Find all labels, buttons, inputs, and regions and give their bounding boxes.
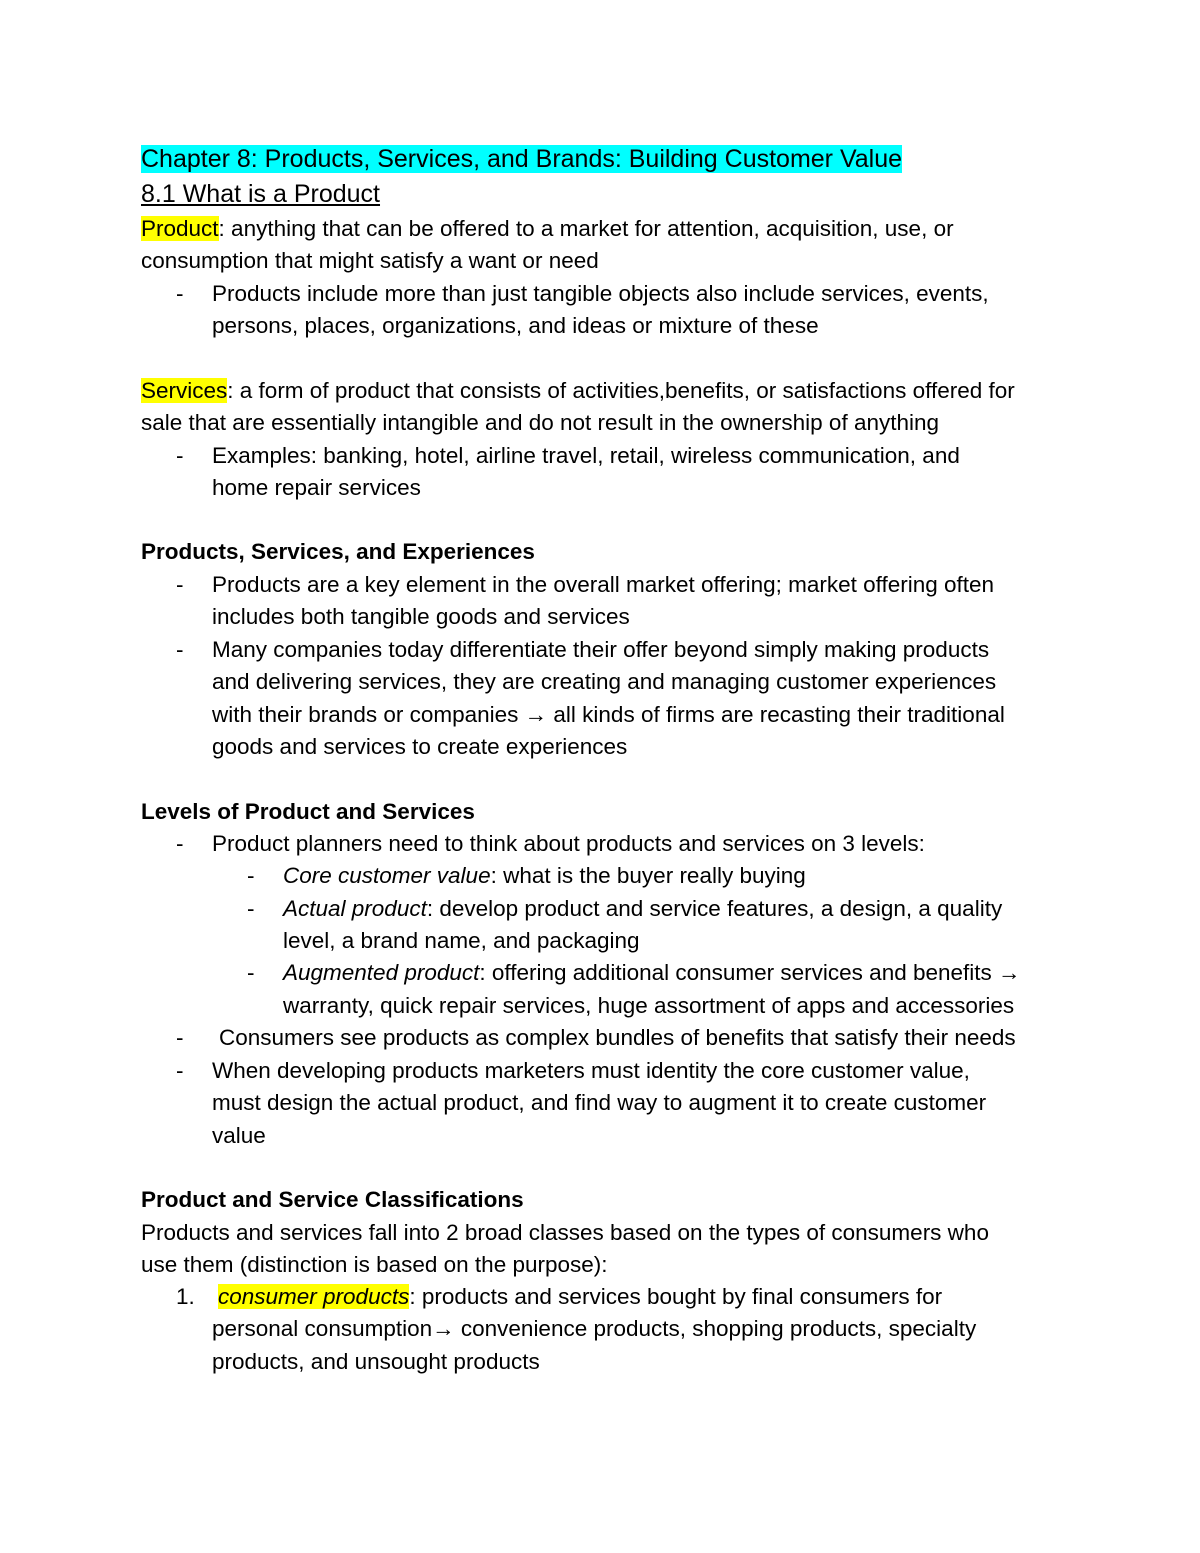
levels-heading: Levels of Product and Services	[141, 799, 475, 824]
bullet-dash: -	[176, 281, 184, 306]
levels-bullet3-line2: must design the actual product, and find way to augment it to create customer	[212, 1090, 987, 1115]
list-number: 1.	[176, 1284, 195, 1309]
consumer-products-term: consumer products	[218, 1284, 410, 1309]
augmented-product-term: Augmented product	[283, 960, 480, 985]
bullet-dash: -	[176, 831, 184, 856]
levels-sub1	[283, 861, 806, 891]
core-value-term: Core customer value	[283, 863, 491, 888]
sub-bullet-dash: -	[247, 863, 255, 888]
product-definition-text: : anything that can be offered to a market for attention, acquisition, use, or	[218, 216, 954, 241]
classifications-paragraph-line2: use them (distinction is based on the purpose):	[141, 1252, 608, 1277]
product-definition	[141, 214, 954, 244]
levels-sub3	[283, 958, 1021, 988]
levels-bullet3-line1: When developing products marketers must identity the core customer value,	[212, 1058, 970, 1083]
services-definition	[141, 376, 1015, 406]
section-heading: 8.1 What is a Product	[141, 180, 381, 208]
actual-product-term: Actual product	[283, 896, 427, 921]
bullet-dash: -	[176, 1058, 184, 1083]
levels-sub2-line2: level, a brand name, and packaging	[283, 928, 640, 953]
pse-bullet1-line2: includes both tangible goods and services	[212, 604, 630, 629]
services-term: Services	[141, 378, 228, 403]
pse-bullet2-line1: Many companies today differentiate their offer beyond simply making products	[212, 637, 990, 662]
product-term: Product	[141, 216, 219, 241]
product-bullet-line2: persons, places, organizations, and ideas or mixture of these	[212, 313, 819, 338]
pse-heading: Products, Services, and Experiences	[141, 539, 535, 564]
levels-bullet2: Consumers see products as complex bundles of benefits that satisfy their needs	[219, 1025, 1016, 1050]
bullet-dash: -	[176, 443, 184, 468]
consumer-products-text: : products and services bought by final consumers for	[409, 1284, 943, 1309]
core-value-text: : what is the buyer really buying	[490, 863, 806, 888]
levels-sub2	[283, 894, 1002, 924]
pse-bullet2-line4: goods and services to create experiences	[212, 734, 628, 759]
product-definition-line2: consumption that might satisfy a want or need	[141, 248, 599, 273]
pse-bullet2-line3: with their brands or companies → all kinds of firms are recasting their traditional	[212, 702, 1005, 727]
sub-bullet-dash: -	[247, 896, 255, 921]
classifications-heading: Product and Service Classifications	[141, 1187, 524, 1212]
pse-bullet1-line1: Products are a key element in the overall market offering; market offering often	[212, 572, 995, 597]
services-bullet-line2: home repair services	[212, 475, 421, 500]
consumer-products-item	[218, 1282, 942, 1312]
pse-bullet2-line2: and delivering services, they are creating and managing customer experiences	[212, 669, 997, 694]
levels-bullet3-line3: value	[212, 1123, 266, 1148]
services-bullet-line1: Examples: banking, hotel, airline travel, retail, wireless communication, and	[212, 443, 960, 468]
consumer-products-line2: personal consumption→ convenience products, shopping products, specialty	[212, 1316, 977, 1341]
bullet-dash: -	[176, 637, 184, 662]
classifications-paragraph-line1: Products and services fall into 2 broad classes based on the types of consumers who	[141, 1220, 989, 1245]
bullet-dash: -	[176, 572, 184, 597]
sub-bullet-dash: -	[247, 960, 255, 985]
product-bullet-line1: Products include more than just tangible objects also include services, events,	[212, 281, 989, 306]
augmented-product-text: : offering additional consumer services and benefits →	[479, 960, 1021, 985]
levels-bullet1: Product planners need to think about products and services on 3 levels:	[212, 831, 925, 856]
consumer-products-line3: products, and unsought products	[212, 1349, 540, 1374]
actual-product-text: : develop product and service features, a design, a quality	[426, 896, 1003, 921]
services-definition-text: : a form of product that consists of activities,benefits, or satisfactions offered for	[227, 378, 1015, 403]
levels-sub3-line2: warranty, quick repair services, huge assortment of apps and accessories	[283, 993, 1015, 1018]
chapter-title	[141, 143, 902, 175]
bullet-dash: -	[176, 1025, 184, 1050]
chapter-title-text: Chapter 8: Products, Services, and Brands: Building Customer Value	[141, 145, 903, 173]
services-definition-line2: sale that are essentially intangible and do not result in the ownership of anything	[141, 410, 940, 435]
